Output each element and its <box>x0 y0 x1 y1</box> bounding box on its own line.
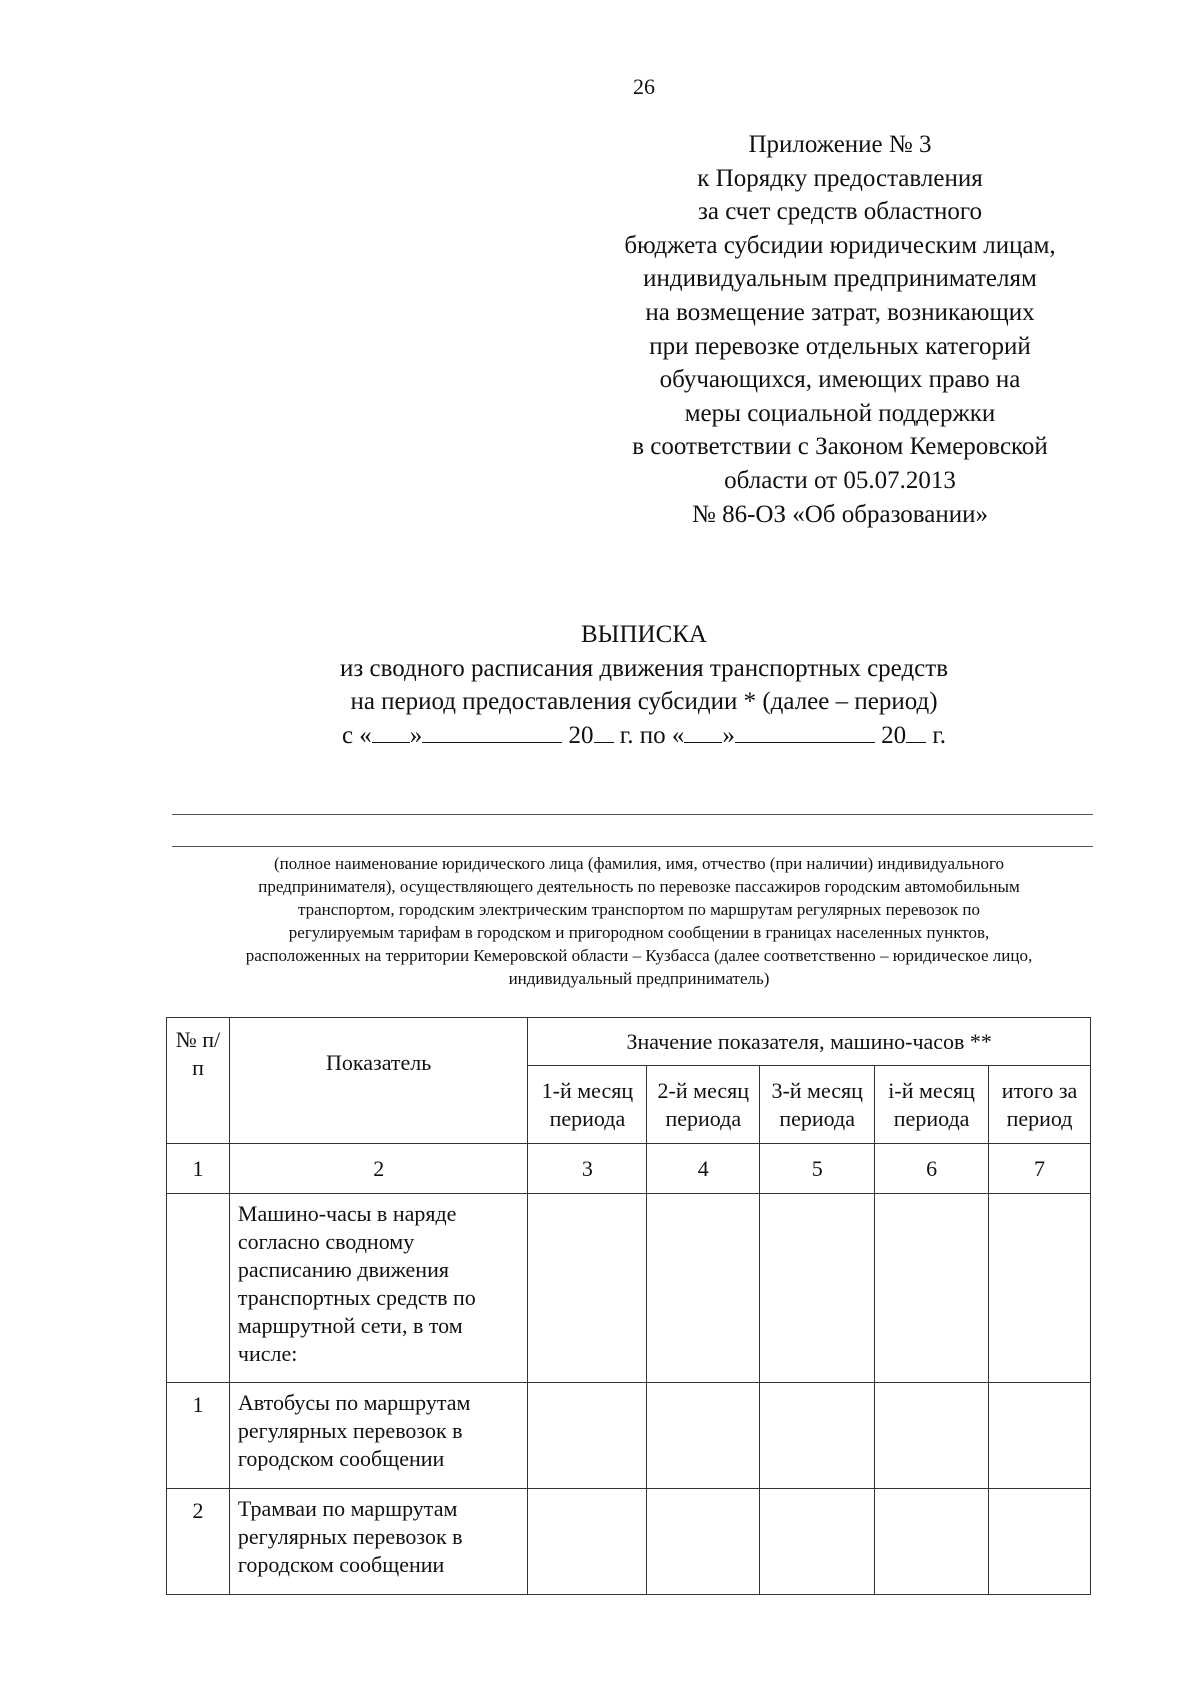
caption-line: расположенных на территории Кемеровской области – Кузбасса (далее соответственно – юридическое лицо, <box>245 946 1033 965</box>
title-line: на период предоставления субсидии * (далее – период) <box>350 688 938 716</box>
value-cell[interactable] <box>528 1383 647 1489</box>
value-cell[interactable] <box>647 1489 760 1595</box>
column-number: 6 <box>875 1144 989 1194</box>
appendix-line: бюджета субсидии юридическим лицам, <box>624 231 1056 259</box>
period-quote: » <box>722 721 735 749</box>
header-indicator: Показатель <box>229 1018 528 1144</box>
appendix-line: в соответствии с Законом Кемеровской <box>632 433 1048 461</box>
column-number: 7 <box>989 1144 1091 1194</box>
period-from-prefix: с « <box>341 721 372 749</box>
column-number: 1 <box>167 1144 230 1194</box>
value-cell[interactable] <box>528 1194 647 1383</box>
header-month-i: i-й месяц периода <box>875 1066 989 1144</box>
caption-line: транспортом, городским электрическим транспортом по маршрутам регулярных перевозок по <box>297 900 981 919</box>
appendix-line: к Порядку предоставления <box>697 164 983 192</box>
page-number: 26 <box>633 74 655 99</box>
appendix-line: на возмещение затрат, возникающих <box>645 298 1035 326</box>
value-cell[interactable] <box>528 1489 647 1595</box>
period-to-prefix: г. по « <box>619 721 685 749</box>
header-total: итого за период <box>989 1066 1091 1144</box>
row-indicator: Трамваи по маршрутам регулярных перевозок в городском сообщении <box>229 1489 528 1595</box>
appendix-line: меры социальной поддержки <box>684 399 996 427</box>
year-blank <box>906 722 926 743</box>
year-blank <box>594 722 614 743</box>
period-line <box>44 719 1200 753</box>
caption-line: индивидуальный предприниматель) <box>508 969 770 988</box>
fill-in-line <box>172 814 1093 815</box>
title-line: из сводного расписания движения транспортных средств <box>339 654 948 682</box>
appendix-line: индивидуальным предпринимателям <box>643 265 1037 293</box>
table-row <box>167 1194 1091 1383</box>
value-cell[interactable] <box>760 1194 875 1383</box>
column-number: 3 <box>528 1144 647 1194</box>
appendix-line: при перевозке отдельных категорий <box>649 332 1031 360</box>
year-prefix: 20 <box>568 721 594 749</box>
table-row <box>167 1383 1091 1489</box>
month-blank <box>735 722 875 743</box>
table-row <box>167 1489 1091 1595</box>
appendix-line: обучающихся, имеющих право на <box>659 366 1021 394</box>
header-month-3: 3-й месяц периода <box>760 1066 875 1144</box>
row-indicator: Машино-часы в наряде согласно сводному расписанию движения транспортных средств по маршрутной сети, в том числе: <box>229 1194 528 1383</box>
row-num: 2 <box>167 1489 230 1595</box>
caption-line: предпринимателя), осуществляющего деятельность по перевозке пассажиров городским автомобильным <box>258 877 1020 896</box>
column-number: 5 <box>760 1144 875 1194</box>
fill-in-line <box>172 846 1093 847</box>
caption-line: регулируемым тарифам в городском и пригородном сообщении в границах населенных пунктов, <box>288 923 990 942</box>
appendix-line: № 86-ОЗ «Об образовании» <box>691 500 989 528</box>
column-number-row <box>167 1144 1091 1194</box>
month-blank <box>422 722 562 743</box>
value-cell[interactable] <box>647 1383 760 1489</box>
value-cell[interactable] <box>875 1383 989 1489</box>
value-cell[interactable] <box>760 1489 875 1595</box>
row-num <box>167 1194 230 1383</box>
appendix-block <box>600 128 1080 531</box>
period-end: г. <box>932 721 947 749</box>
entity-caption <box>160 852 1118 990</box>
year-prefix: 20 <box>881 721 907 749</box>
value-cell[interactable] <box>875 1194 989 1383</box>
appendix-line: за счет средств областного <box>697 198 983 226</box>
header-value-group: Значение показателя, машино-часов ** <box>528 1018 1091 1066</box>
title-heading: ВЫПИСКА <box>581 621 707 648</box>
value-cell[interactable] <box>989 1383 1091 1489</box>
period-quote: » <box>409 721 423 749</box>
day-blank <box>372 722 410 743</box>
column-number: 4 <box>647 1144 760 1194</box>
header-month-1: 1-й месяц периода <box>528 1066 647 1144</box>
header-row <box>167 1018 1091 1066</box>
caption-line: (полное наименование юридического лица (фамилия, имя, отчество (при наличии) индивидуального <box>273 854 1005 873</box>
value-cell[interactable] <box>875 1489 989 1595</box>
document-title <box>44 618 1200 752</box>
value-cell[interactable] <box>989 1489 1091 1595</box>
header-num: № п/п <box>167 1018 230 1144</box>
value-cell[interactable] <box>760 1383 875 1489</box>
column-number: 2 <box>229 1144 528 1194</box>
indicators-table <box>166 1017 1091 1595</box>
row-num: 1 <box>167 1383 230 1489</box>
appendix-line: Приложение № 3 <box>748 131 932 158</box>
day-blank <box>684 722 722 743</box>
header-month-2: 2-й месяц периода <box>647 1066 760 1144</box>
value-cell[interactable] <box>647 1194 760 1383</box>
appendix-line: области от 05.07.2013 <box>724 466 956 494</box>
row-indicator: Автобусы по маршрутам регулярных перевозок в городском сообщении <box>229 1383 528 1489</box>
value-cell[interactable] <box>989 1194 1091 1383</box>
